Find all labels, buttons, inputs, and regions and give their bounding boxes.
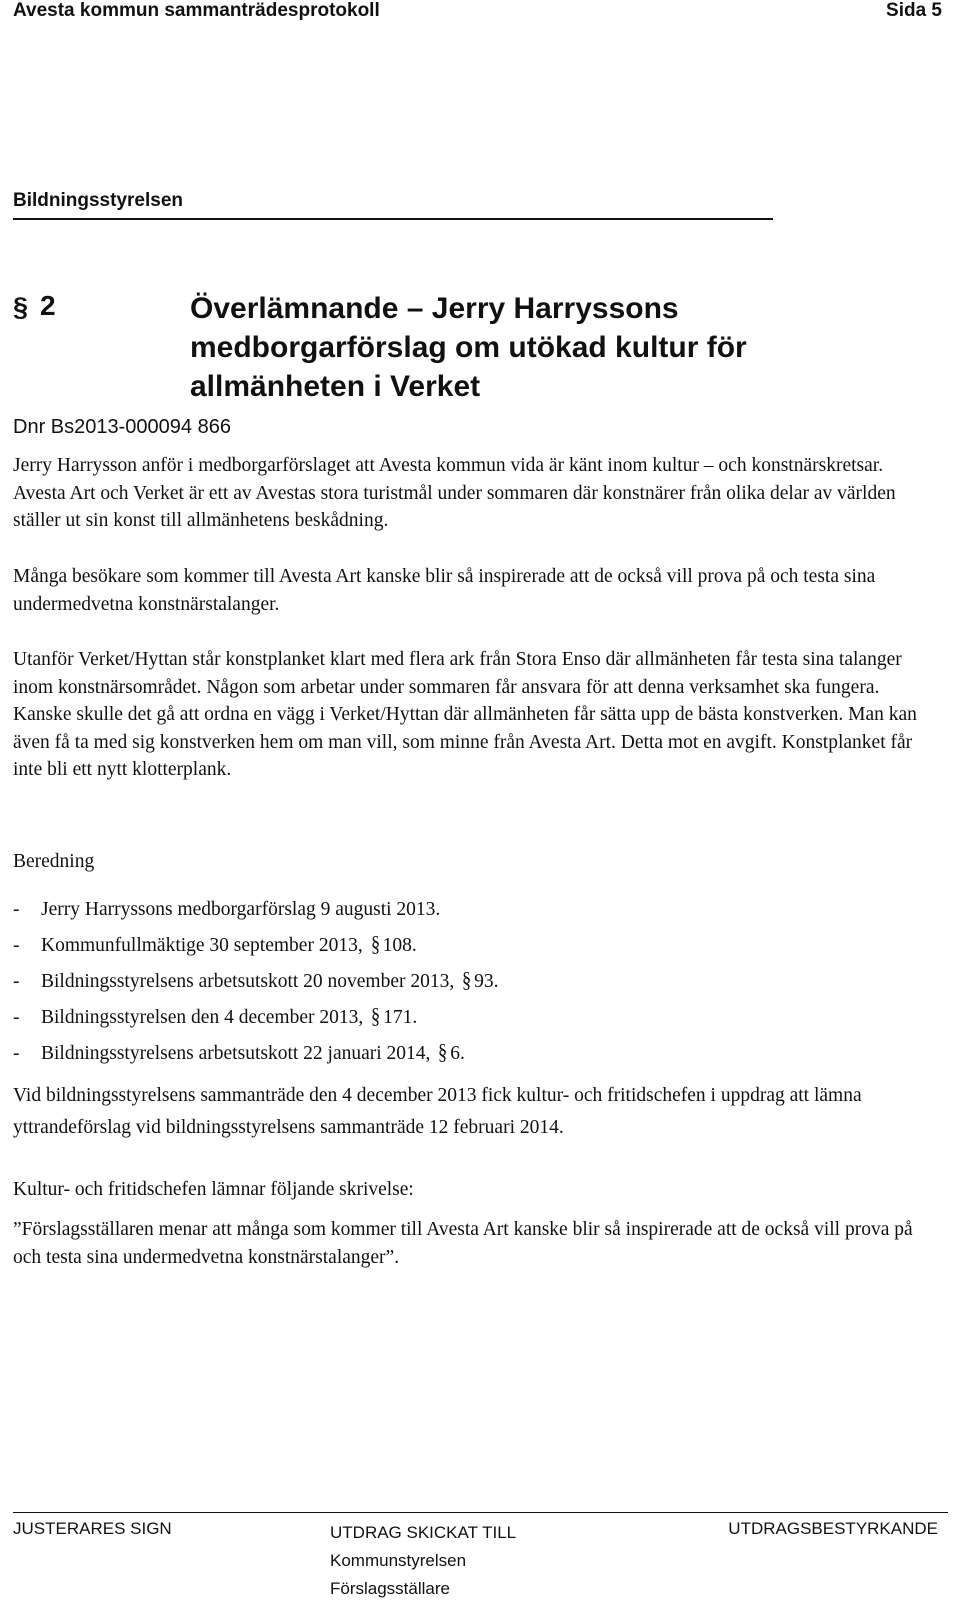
footer-utdragsbestyrkande: UTDRAGSBESTYRKANDE bbox=[728, 1519, 938, 1538]
paragraph-visitors: Många besökare som kommer till Avesta Art kanske blir så inspirerade att de också vill prova på och testa sina undermedvetna konstnärstalanger. bbox=[13, 566, 876, 615]
list-item-section: 6. bbox=[450, 1043, 465, 1064]
list-item: - Bildningsstyrelsens arbetsutskott 20 november 2013, § 93. bbox=[13, 963, 499, 999]
list-item-section: 93. bbox=[474, 971, 499, 992]
list-item: - Bildningsstyrelsen den 4 december 2013, § 171. bbox=[13, 999, 499, 1035]
beredning-list bbox=[13, 893, 499, 1071]
section-title-line: medborgarförslag om utökad kultur för bbox=[190, 331, 747, 364]
page-number: Sida 5 bbox=[886, 0, 942, 21]
list-item-text: Bildningsstyrelsen den 4 december 2013, bbox=[41, 1007, 369, 1028]
document-header-title: Avesta kommun sammanträdesprotokoll bbox=[13, 0, 380, 21]
paragraph-section-icon: § bbox=[13, 292, 29, 322]
footer-justerares-sign: JUSTERARES SIGN bbox=[13, 1519, 172, 1538]
paragraph-section-icon: § bbox=[438, 1039, 448, 1064]
list-item-text: Kommunfullmäktige 30 september 2013, bbox=[41, 935, 368, 956]
footer-divider bbox=[13, 1512, 948, 1513]
list-item: - Jerry Harryssons medborgarförslag 9 augusti 2013. bbox=[13, 899, 441, 920]
list-item-section: 108. bbox=[382, 935, 417, 956]
paragraph-skrivelse-intro: Kultur- och fritidschefen lämnar följande skrivelse: bbox=[13, 1179, 414, 1200]
list-item-text: Jerry Harryssons medborgarförslag 9 augusti 2013. bbox=[41, 899, 441, 920]
footer-recipient: Kommunstyrelsen bbox=[330, 1551, 467, 1570]
paragraph-section-icon: § bbox=[370, 1003, 381, 1028]
list-item: - Kommunfullmäktige 30 september 2013, § 108. bbox=[13, 927, 499, 963]
section-number: 2 bbox=[40, 290, 56, 321]
diary-number: Dnr Bs2013-000094 866 bbox=[13, 416, 231, 438]
list-item-text: Bildningsstyrelsens arbetsutskott 22 januari 2014, bbox=[41, 1043, 436, 1064]
paragraph-konstplanket: Utanför Verket/Hyttan står konstplanket klart med flera ark från Stora Enso där allmänheten får testa sina talanger inom konstnärsområdet. Någon som arbetar under sommaren får ansvara för att denna verksamhet ska fungera. Kanske skulle det gå att ordna en vägg i Verket/Hyttan där allmänheten får sätta upp de bästa konstverken. Man kan även få ta med sig konstverken hem om man vill, som minne från Avesta Art. Detta mot en avgift. Konstplanket får inte bli ett nytt klotterplank. bbox=[13, 649, 917, 780]
section-title-line: Överlämnande – Jerry Harryssons bbox=[190, 292, 679, 325]
section-title bbox=[190, 289, 890, 406]
paragraph-uppdrag: Vid bildningsstyrelsens sammanträde den 4 december 2013 fick kultur- och fritidschefen i uppdrag att lämna yttrandeförslag vid bildningsstyrelsens sammanträde 12 februari 2014. bbox=[13, 1085, 862, 1138]
paragraph-intro: Jerry Harrysson anför i medborgarförslaget att Avesta kommun vida är känt inom kultur – och konstnärskretsar. Avesta Art och Verket är ett av Avestas stora turistmål under sommaren där konstnärer från olika delar av världen ställer ut sin konst till allmänhetens beskådning. bbox=[13, 455, 896, 531]
footer-recipient: Förslagsställare bbox=[330, 1579, 450, 1598]
beredning-heading: Beredning bbox=[13, 851, 95, 872]
paragraph-section-icon: § bbox=[461, 967, 472, 992]
paragraph-section-icon: § bbox=[370, 931, 380, 956]
list-item-text: Bildningsstyrelsens arbetsutskott 20 november 2013, bbox=[41, 971, 460, 992]
paragraph-quote: ”Förslagsställaren menar att många som kommer till Avesta Art kanske blir så inspirerade att de också vill prova på och testa sina undermedvetna konstnärstalanger”. bbox=[13, 1219, 913, 1268]
list-item: - Bildningsstyrelsens arbetsutskott 22 januari 2014, § 6. bbox=[13, 1035, 499, 1071]
list-item-section: 171. bbox=[383, 1007, 418, 1028]
committee-name: Bildningsstyrelsen bbox=[13, 190, 183, 211]
committee-underline bbox=[13, 218, 773, 220]
footer-utdrag-skickat bbox=[330, 1519, 516, 1603]
footer-utdrag-label: UTDRAG SKICKAT TILL bbox=[330, 1523, 517, 1542]
section-title-line: allmänheten i Verket bbox=[190, 370, 481, 403]
